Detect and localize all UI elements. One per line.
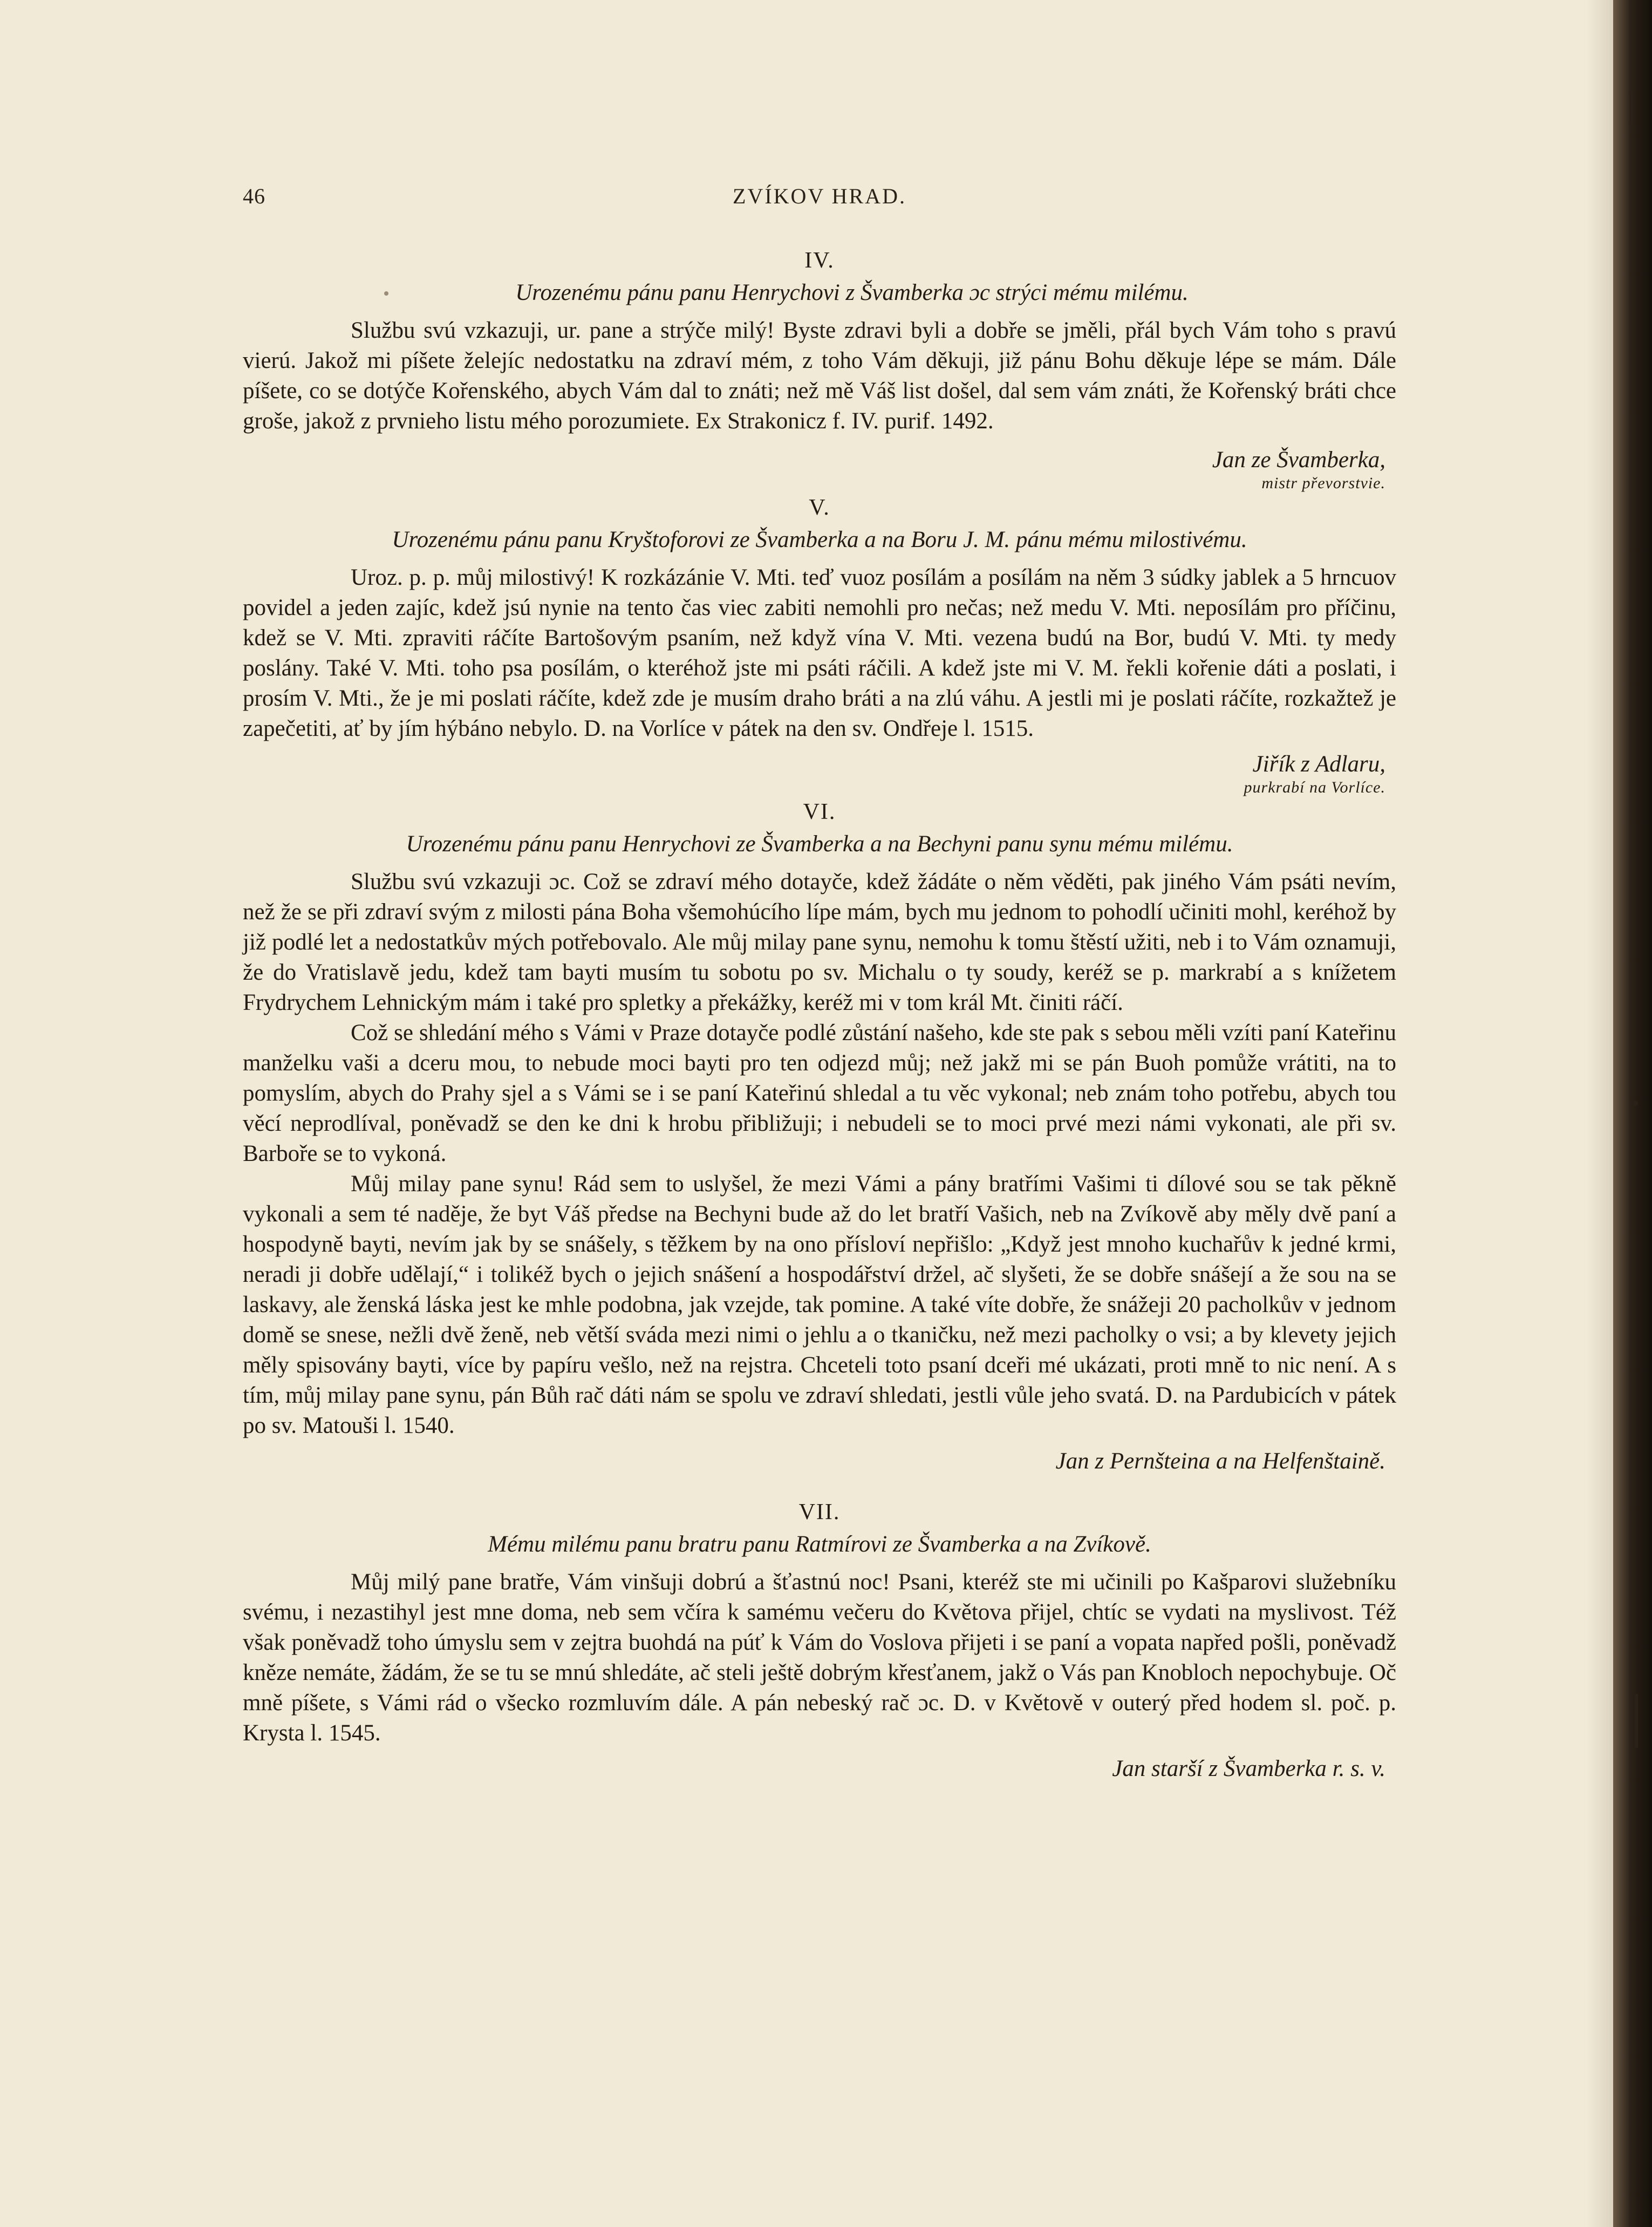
- letter-numeral: VII.: [798, 1500, 841, 1525]
- letter-signature: Jan z Pernšteina a na Helfenštaině.: [1055, 1449, 1385, 1474]
- page-number: 46: [243, 184, 265, 208]
- letter-numeral: VI.: [803, 800, 836, 824]
- running-title: ZVÍKOV HRAD.: [733, 184, 906, 208]
- letter-numeral: V.: [809, 495, 830, 520]
- letters-content: [243, 245, 1396, 1783]
- letter-body: [243, 316, 1396, 436]
- letter-addressee: Urozenému pánu panu Kryštoforovi ze Švamberka a na Boru J. M. pánu mému milostivému.: [392, 527, 1247, 552]
- letter-numeral: IV.: [804, 248, 835, 273]
- binding-mark: [1635, 1694, 1638, 1748]
- letter-paragraph: Můj milay pane synu! Rád sem to uslyšel, že mezi Vámi a pány bratřími Vašimi ti dílové sou se tak pěkně vykonali a sem té naděje, že byt Váš předse na Bechyni bude až do let bratří Vašich, neb na Zvíkově aby měly dvě paní a hospodyně bayti, nevím jak by se snášely, s těžkem by na ono přísloví nepřišlo: „Když jest mnoho kuchařův k jedné krmi, neradi ji dobře udělají,“ i tolikéž bych o jejich snášení a hospodářství držel, ač slyšeti, že se dobře snášejí a že sou na se laskavy, ale ženská láska jest ke mhle podobna, jak vzejde, tak pomine. A také víte dobře, že snážeji 20 pacholkův v jednom domě se snese, nežli dvě ženě, neb větší sváda mezi nimi o jehlu a o tkaničku, než mezi pacholky o vsi; a by klevety jejich měly spisovány bayti, více by papíru vešlo, než na rejstra. Chceteli toto psaní dceři mé ukázati, proti mně to nic není. A s tím, můj milay pane synu, pán Bůh rač dáti nám se spolu ve zdraví shledati, jestli vůle jeho svatá. D. na Pardubicích v pátek po sv. Matouši l. 1540.: [243, 1171, 1396, 1438]
- letter-paragraph: Službu svú vzkazuji ɔc. Což se zdraví mého dotayče, kdež žádáte o něm věděti, pak jiného Vám psáti nevím, než že se při zdraví svým z milosti pána Boha všemohúcího lípe mám, bych mu jednom to pohodlí učiniti mohl, keréhož by již podlé let a nedostatkův mých potřebovalo. Ale můj milay pane synu, nemohu k tomu štěstí užiti, neb i to Vám oznamuji, že do Vratislavě jedu, kdež tam bayti musím tu sobotu po sv. Michalu o ty soudy, keréž se p. markrabí a s knížetem Frydrychem Lehnickým mám i také pro spletky a překážky, keréž mi v tom král Mt. činiti ráčí.: [243, 869, 1396, 1015]
- letter-signature: Jan starší z Švamberka r. s. v.: [1112, 1756, 1385, 1781]
- letter-body: [243, 563, 1396, 744]
- letter-body: [243, 1567, 1396, 1748]
- letter-signature: Jan ze Švamberka,: [1212, 447, 1385, 473]
- letter-paragraph: Službu svú vzkazuji, ur. pane a strýče milý! Byste zdravi byli a dobře se jměli, přál bych Vám toho s pravú vierú. Jakož mi píšete želejíc nedostatku na zdraví mém, z toho Vám děkuji, již pánu Bohu děkuje lépe se mám. Dále píšete, co se dotýče Kořenského, abych Vám dal to znáti; než mě Váš list došel, dal sem vám znáti, že Kořenský bráti chce groše, jakož z prvnieho listu mého porozumiete. Ex Strakonicz f. IV. purif. 1492.: [243, 318, 1396, 434]
- letter-vii: [243, 1497, 1396, 1783]
- letter-paragraph: Uroz. p. p. můj milostivý! K rozkázánie V. Mti. teď vuoz posílám a posílám na něm 3 súdky jablek a 5 hrncuov povidel a jeden zajíc, kdež jsú nynie na tento čas viec zabiti nemohli pro nečas; než medu V. Mti. neposílám pro příčinu, kdež se V. Mti. zpraviti ráčíte Bartošovým psaním, než když vína V. Mti. vezena budú na Bor, budú V. Mti. ty medy poslány. Také V. Mti. toho psa posílám, o kteréhož jste mi psáti ráčili. A kdež jste mi V. M. řekli kořenie dáti a poslati, i prosím V. Mti., že je mi poslati ráčíte, kdež zde je musím draho bráti a na zlú váhu. A jestli mi je poslati ráčíte, rozkažtež je zapečetiti, ať by jím hýbáno nebylo. D. na Vorlíce v pátek na den sv. Ondřeje l. 1515.: [243, 565, 1396, 741]
- letter-addressee: Urozenému pánu panu Henrychovi ze Švamberka a na Bechyni panu synu mému milému.: [406, 831, 1233, 857]
- letter-vi: [243, 797, 1396, 1475]
- signer-role: purkrabí na Vorlíce.: [1244, 778, 1385, 796]
- binding-mark: [1629, 92, 1633, 124]
- page-header: [243, 183, 1396, 216]
- letter-signature: Jiřík z Adlaru,: [1252, 752, 1385, 777]
- letter-iv: [243, 245, 1396, 493]
- letter-addressee: Urozenému pánu panu Henrychovi z Švamberka ɔc strýci mému milému.: [515, 280, 1189, 305]
- binding-mark: [1633, 1101, 1638, 1106]
- letter-v: [243, 493, 1396, 797]
- signer-role: mistr převorstvie.: [1261, 474, 1385, 492]
- book-edge: [1613, 0, 1652, 2227]
- letter-body: [243, 867, 1396, 1441]
- letter-paragraph: Což se shledání mého s Vámi v Praze dotayče podlé zůstání našeho, kde ste pak s sebou měli vzíti paní Kateřinu manželku vaši a dceru mou, to nebude moci bayti pro ten odjezd můj; než jakž mi se pán Buoh pomůže vrátiti, na to pomyslím, abych do Prahy sjel a s Vámi se i se paní Kateřinú shledal a tu věc vykonal; neb znám toho potřebu, abych tou věcí neprodlíval, poněvadž se den ke dni k hrobu přibližuji; i nebudeli se to moci prvé mezi námi vykonati, ale při sv. Barboře se to vykoná.: [243, 1020, 1396, 1166]
- letter-paragraph: Můj milý pane bratře, Vám vinšuji dobrú a šťastnú noc! Psani, kteréž ste mi učinili po Kašparovi služebníku svému, i nezastihyl jest mne doma, neb sem včíra k samému večeru do Květova přijel, chtíc se vydati na myslivost. Též však poněvadž toho úmyslu sem v zejtra buohdá na púť k Vám do Voslova přijeti i se paní a vopata napřed pošli, poněvadž kněze nemáte, žádám, že se tu se mnú shledáte, ač steli ještě dobrým křesťanem, jakž o Vás pan Knobloch nepochybuje. Oč mně píšete, s Vámi rád o všecko rozmluvím dále. A pán nebeský rač ɔc. D. v Květově v outerý před hodem sl. poč. p. Krysta l. 1545.: [243, 1569, 1396, 1746]
- letter-addressee: Mému milému panu bratru panu Ratmírovi ze Švamberka a na Zvíkově.: [488, 1532, 1151, 1557]
